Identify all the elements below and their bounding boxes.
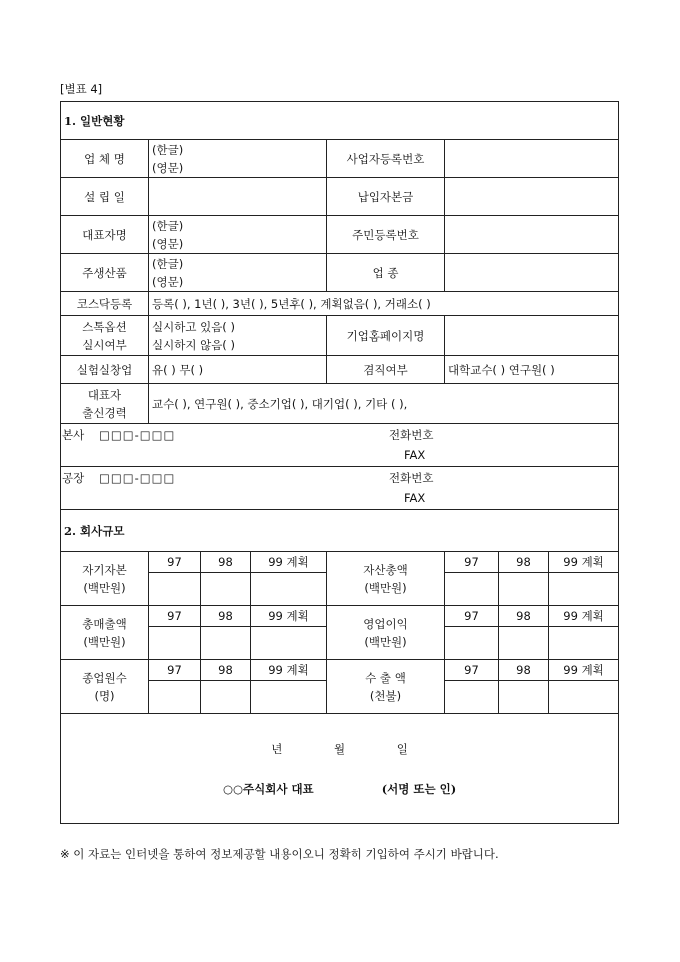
factory-address: □□□-□□□ bbox=[99, 471, 176, 485]
signature-line bbox=[64, 780, 615, 798]
company-rep: ○○주식회사 대표 bbox=[222, 781, 314, 796]
scale-value-left-0-1[interactable] bbox=[201, 573, 251, 606]
homepage-field[interactable] bbox=[445, 316, 619, 356]
kosdaq-options[interactable]: 등록( ), 1년( ), 3년( ), 5년후( ), 계획없음( ), 거래소( ) bbox=[149, 292, 619, 316]
scale-value-left-2-0[interactable] bbox=[149, 681, 201, 714]
scale-value-right-0-1[interactable] bbox=[499, 573, 549, 606]
year-header-right-2-2: 99 계획 bbox=[549, 660, 619, 681]
kosdaq-label: 코스닥등록 bbox=[61, 292, 149, 316]
biz-reg-field[interactable] bbox=[445, 140, 619, 178]
scale-value-right-0-2[interactable] bbox=[549, 573, 619, 606]
scale-value-right-1-1[interactable] bbox=[499, 627, 549, 660]
paid-capital-label: 납입자본금 bbox=[327, 178, 445, 216]
year-header-left-0-1: 98 bbox=[201, 552, 251, 573]
ceo-career-options[interactable]: 교수( ), 연구원( ), 중소기업( ), 대기업( ), 기타 ( ), bbox=[149, 384, 619, 424]
hq-address: □□□-□□□ bbox=[99, 428, 176, 442]
year-header-right-1-1: 98 bbox=[499, 606, 549, 627]
hq-row[interactable] bbox=[61, 424, 619, 467]
scale-right-label-1: 영업이익 (백만원) bbox=[327, 606, 445, 660]
resident-no-label: 주민등록번호 bbox=[327, 216, 445, 254]
year-header-left-1-0: 97 bbox=[149, 606, 201, 627]
lab-startup-options[interactable]: 유( ) 무( ) bbox=[149, 356, 327, 384]
scale-value-right-1-0[interactable] bbox=[445, 627, 499, 660]
homepage-label: 기업홈페이지명 bbox=[327, 316, 445, 356]
factory-row[interactable] bbox=[61, 467, 619, 510]
lab-startup-label: 실험실창업 bbox=[61, 356, 149, 384]
founding-label: 설 립 일 bbox=[61, 178, 149, 216]
hq-label: 본사 bbox=[62, 428, 85, 442]
year-header-left-2-0: 97 bbox=[149, 660, 201, 681]
form-caption: [별표 4] bbox=[60, 82, 103, 96]
scale-value-left-0-2[interactable] bbox=[251, 573, 327, 606]
scale-value-left-0-0[interactable] bbox=[149, 573, 201, 606]
year-header-left-2-2: 99 계획 bbox=[251, 660, 327, 681]
scale-left-label-0: 자기자본 (백만원) bbox=[61, 552, 149, 606]
factory-label: 공장 bbox=[62, 471, 85, 485]
scale-value-left-2-2[interactable] bbox=[251, 681, 327, 714]
factory-phone-label: 전화번호 bbox=[389, 471, 434, 485]
scale-right-label-2: 수 출 액 (천불) bbox=[327, 660, 445, 714]
scale-left-label-1: 총매출액 (백만원) bbox=[61, 606, 149, 660]
scale-value-left-1-2[interactable] bbox=[251, 627, 327, 660]
year-header-right-0-1: 98 bbox=[499, 552, 549, 573]
scale-value-right-2-2[interactable] bbox=[549, 681, 619, 714]
concurrent-label: 겸직여부 bbox=[327, 356, 445, 384]
ceo-name-label: 대표자명 bbox=[61, 216, 149, 254]
resident-no-field[interactable] bbox=[445, 216, 619, 254]
year-header-left-0-2: 99 계획 bbox=[251, 552, 327, 573]
scale-value-left-1-1[interactable] bbox=[201, 627, 251, 660]
signature-date: 년 월 일 bbox=[271, 741, 408, 756]
paid-capital-field[interactable] bbox=[445, 178, 619, 216]
scale-value-right-0-0[interactable] bbox=[445, 573, 499, 606]
biz-reg-label: 사업자등록번호 bbox=[327, 140, 445, 178]
main-product-label: 주생산품 bbox=[61, 254, 149, 292]
founding-field[interactable] bbox=[149, 178, 327, 216]
scale-value-right-2-1[interactable] bbox=[499, 681, 549, 714]
scale-left-label-2: 종업원수 (명) bbox=[61, 660, 149, 714]
year-header-left-1-2: 99 계획 bbox=[251, 606, 327, 627]
ceo-career-label: 대표자 출신경력 bbox=[61, 384, 149, 424]
ceo-name-field[interactable]: (한글) (영문) bbox=[149, 216, 327, 254]
stock-option-options[interactable]: 실시하고 있음( ) 실시하지 않음( ) bbox=[149, 316, 327, 356]
year-header-right-0-0: 97 bbox=[445, 552, 499, 573]
year-header-left-0-0: 97 bbox=[149, 552, 201, 573]
year-header-left-1-1: 98 bbox=[201, 606, 251, 627]
footer-note: ※ 이 자료는 인터넷을 통하여 정보제공할 내용이오니 정확히 기입하여 주시기 바랍니다. bbox=[60, 847, 499, 861]
registration-form bbox=[60, 101, 619, 824]
section-general-title: 1. 일반현황 bbox=[61, 102, 619, 140]
scale-right-label-0: 자산총액 (백만원) bbox=[327, 552, 445, 606]
year-header-right-2-0: 97 bbox=[445, 660, 499, 681]
main-product-field[interactable]: (한글) (영문) bbox=[149, 254, 327, 292]
scale-value-right-1-2[interactable] bbox=[549, 627, 619, 660]
hq-phone-label: 전화번호 bbox=[389, 428, 434, 442]
scale-value-left-2-1[interactable] bbox=[201, 681, 251, 714]
scale-value-left-1-0[interactable] bbox=[149, 627, 201, 660]
year-header-right-2-1: 98 bbox=[499, 660, 549, 681]
year-header-left-2-1: 98 bbox=[201, 660, 251, 681]
concurrent-options[interactable]: 대학교수( ) 연구원( ) bbox=[445, 356, 619, 384]
scale-value-right-2-0[interactable] bbox=[445, 681, 499, 714]
stock-option-label: 스톡옵션 실시여부 bbox=[61, 316, 149, 356]
hq-fax-label: FAX bbox=[404, 448, 426, 462]
industry-label: 업 종 bbox=[327, 254, 445, 292]
industry-field[interactable] bbox=[445, 254, 619, 292]
signature-block bbox=[61, 714, 619, 824]
seal-text: (서명 또는 인) bbox=[381, 781, 457, 796]
year-header-right-0-2: 99 계획 bbox=[549, 552, 619, 573]
year-header-right-1-2: 99 계획 bbox=[549, 606, 619, 627]
factory-fax-label: FAX bbox=[404, 491, 426, 505]
year-header-right-1-0: 97 bbox=[445, 606, 499, 627]
company-name-field[interactable]: (한글) (영문) bbox=[149, 140, 327, 178]
section-scale-title: 2. 회사규모 bbox=[61, 510, 619, 552]
company-name-label: 업 체 명 bbox=[61, 140, 149, 178]
